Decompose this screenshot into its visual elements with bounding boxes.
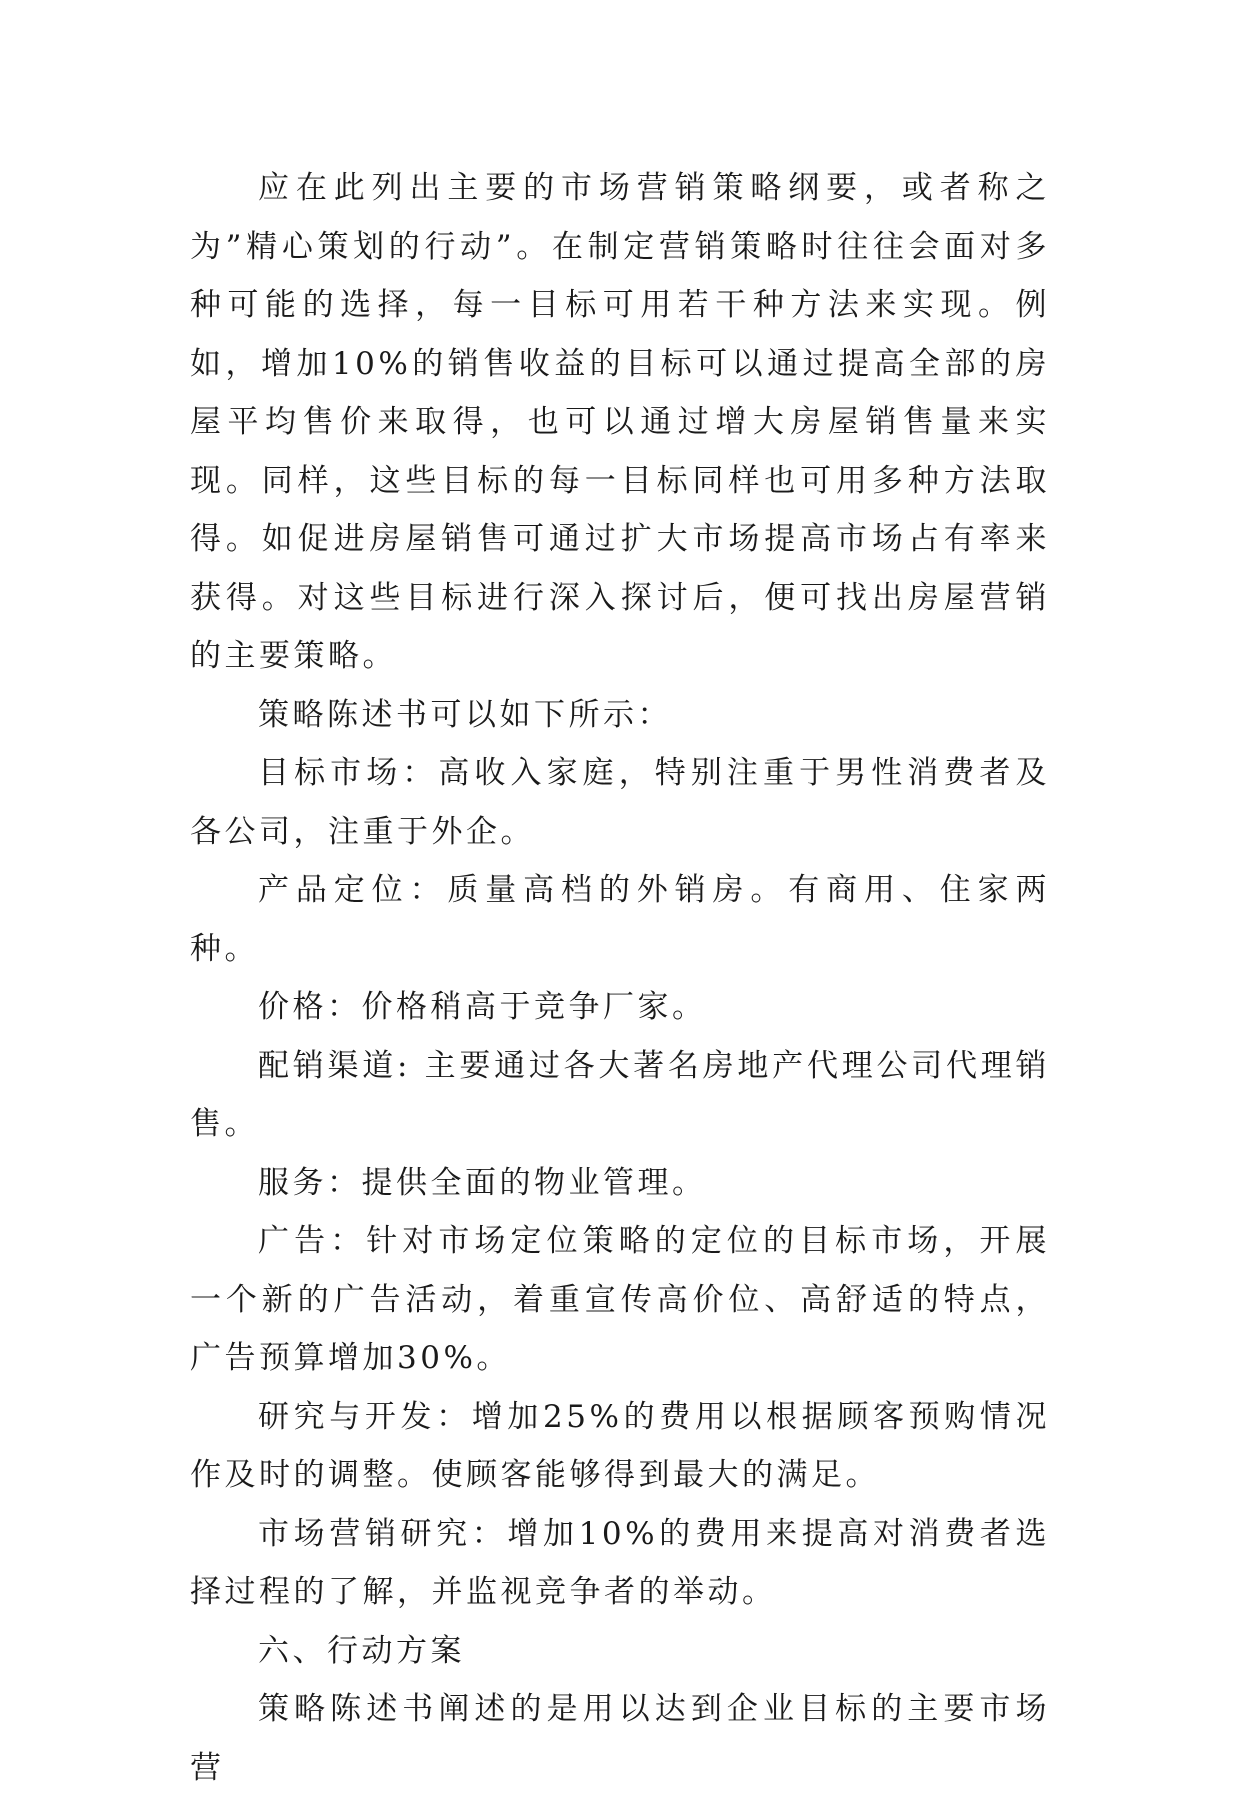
document-page [190,159,1050,1797]
paragraph-target-market: 目标市场：高收入家庭，特别注重于男性消费者及各公司，注重于外企。 [190,755,1050,850]
paragraph-research-development: 研究与开发：增加25%的费用以根据顾客预购情况作及时的调整。使顾客能够得到最大的满足。 [190,1398,1050,1493]
paragraph-product-positioning: 产品定位：质量高档的外销房。有商用、住家两种。 [190,872,1050,967]
paragraph-price: 价格：价格稍高于竞争厂家。 [258,989,707,1025]
paragraph-action-plan-intro: 策略陈述书阐述的是用以达到企业目标的主要市场营 [190,1691,1050,1786]
paragraph-strategy-statement-intro: 策略陈述书可以如下所示： [258,696,672,733]
paragraph-strategy-outline: 应在此列出主要的市场营销策略纲要，或者称之为”精心策划的行动”。在制定营销策略时往往会面对多种可能的选择，每一目标可用若干种方法来实现。例如，增加10%的销售收益的目标可以通过提高全部的房屋平均售价来取得，也可以通过增大房屋销售量来实现。同样，这些目标的每一目标同样也可用多种方法取得。如促进房屋销售可通过扩大市场提高市场占有率来获得。对这些目标进行深入探讨后，便可找出房屋营销的主要策略。 [190,170,1050,674]
paragraph-distribution-channel: 配销渠道: 主要通过各大著名房地产代理公司代理销售。 [190,1047,1050,1142]
section-heading-action-plan: 六、行动方案 [258,1632,465,1669]
paragraph-marketing-research: 市场营销研究：增加10%的费用来提高对消费者选择过程的了解，并监视竞争者的举动。 [190,1515,1050,1610]
paragraph-advertising: 广告：针对市场定位策略的定位的目标市场，开展一个新的广告活动，着重宣传高价位、高舒适的特点，广告预算增加30%。 [190,1223,1050,1376]
paragraph-service: 服务：提供全面的物业管理。 [258,1164,707,1201]
